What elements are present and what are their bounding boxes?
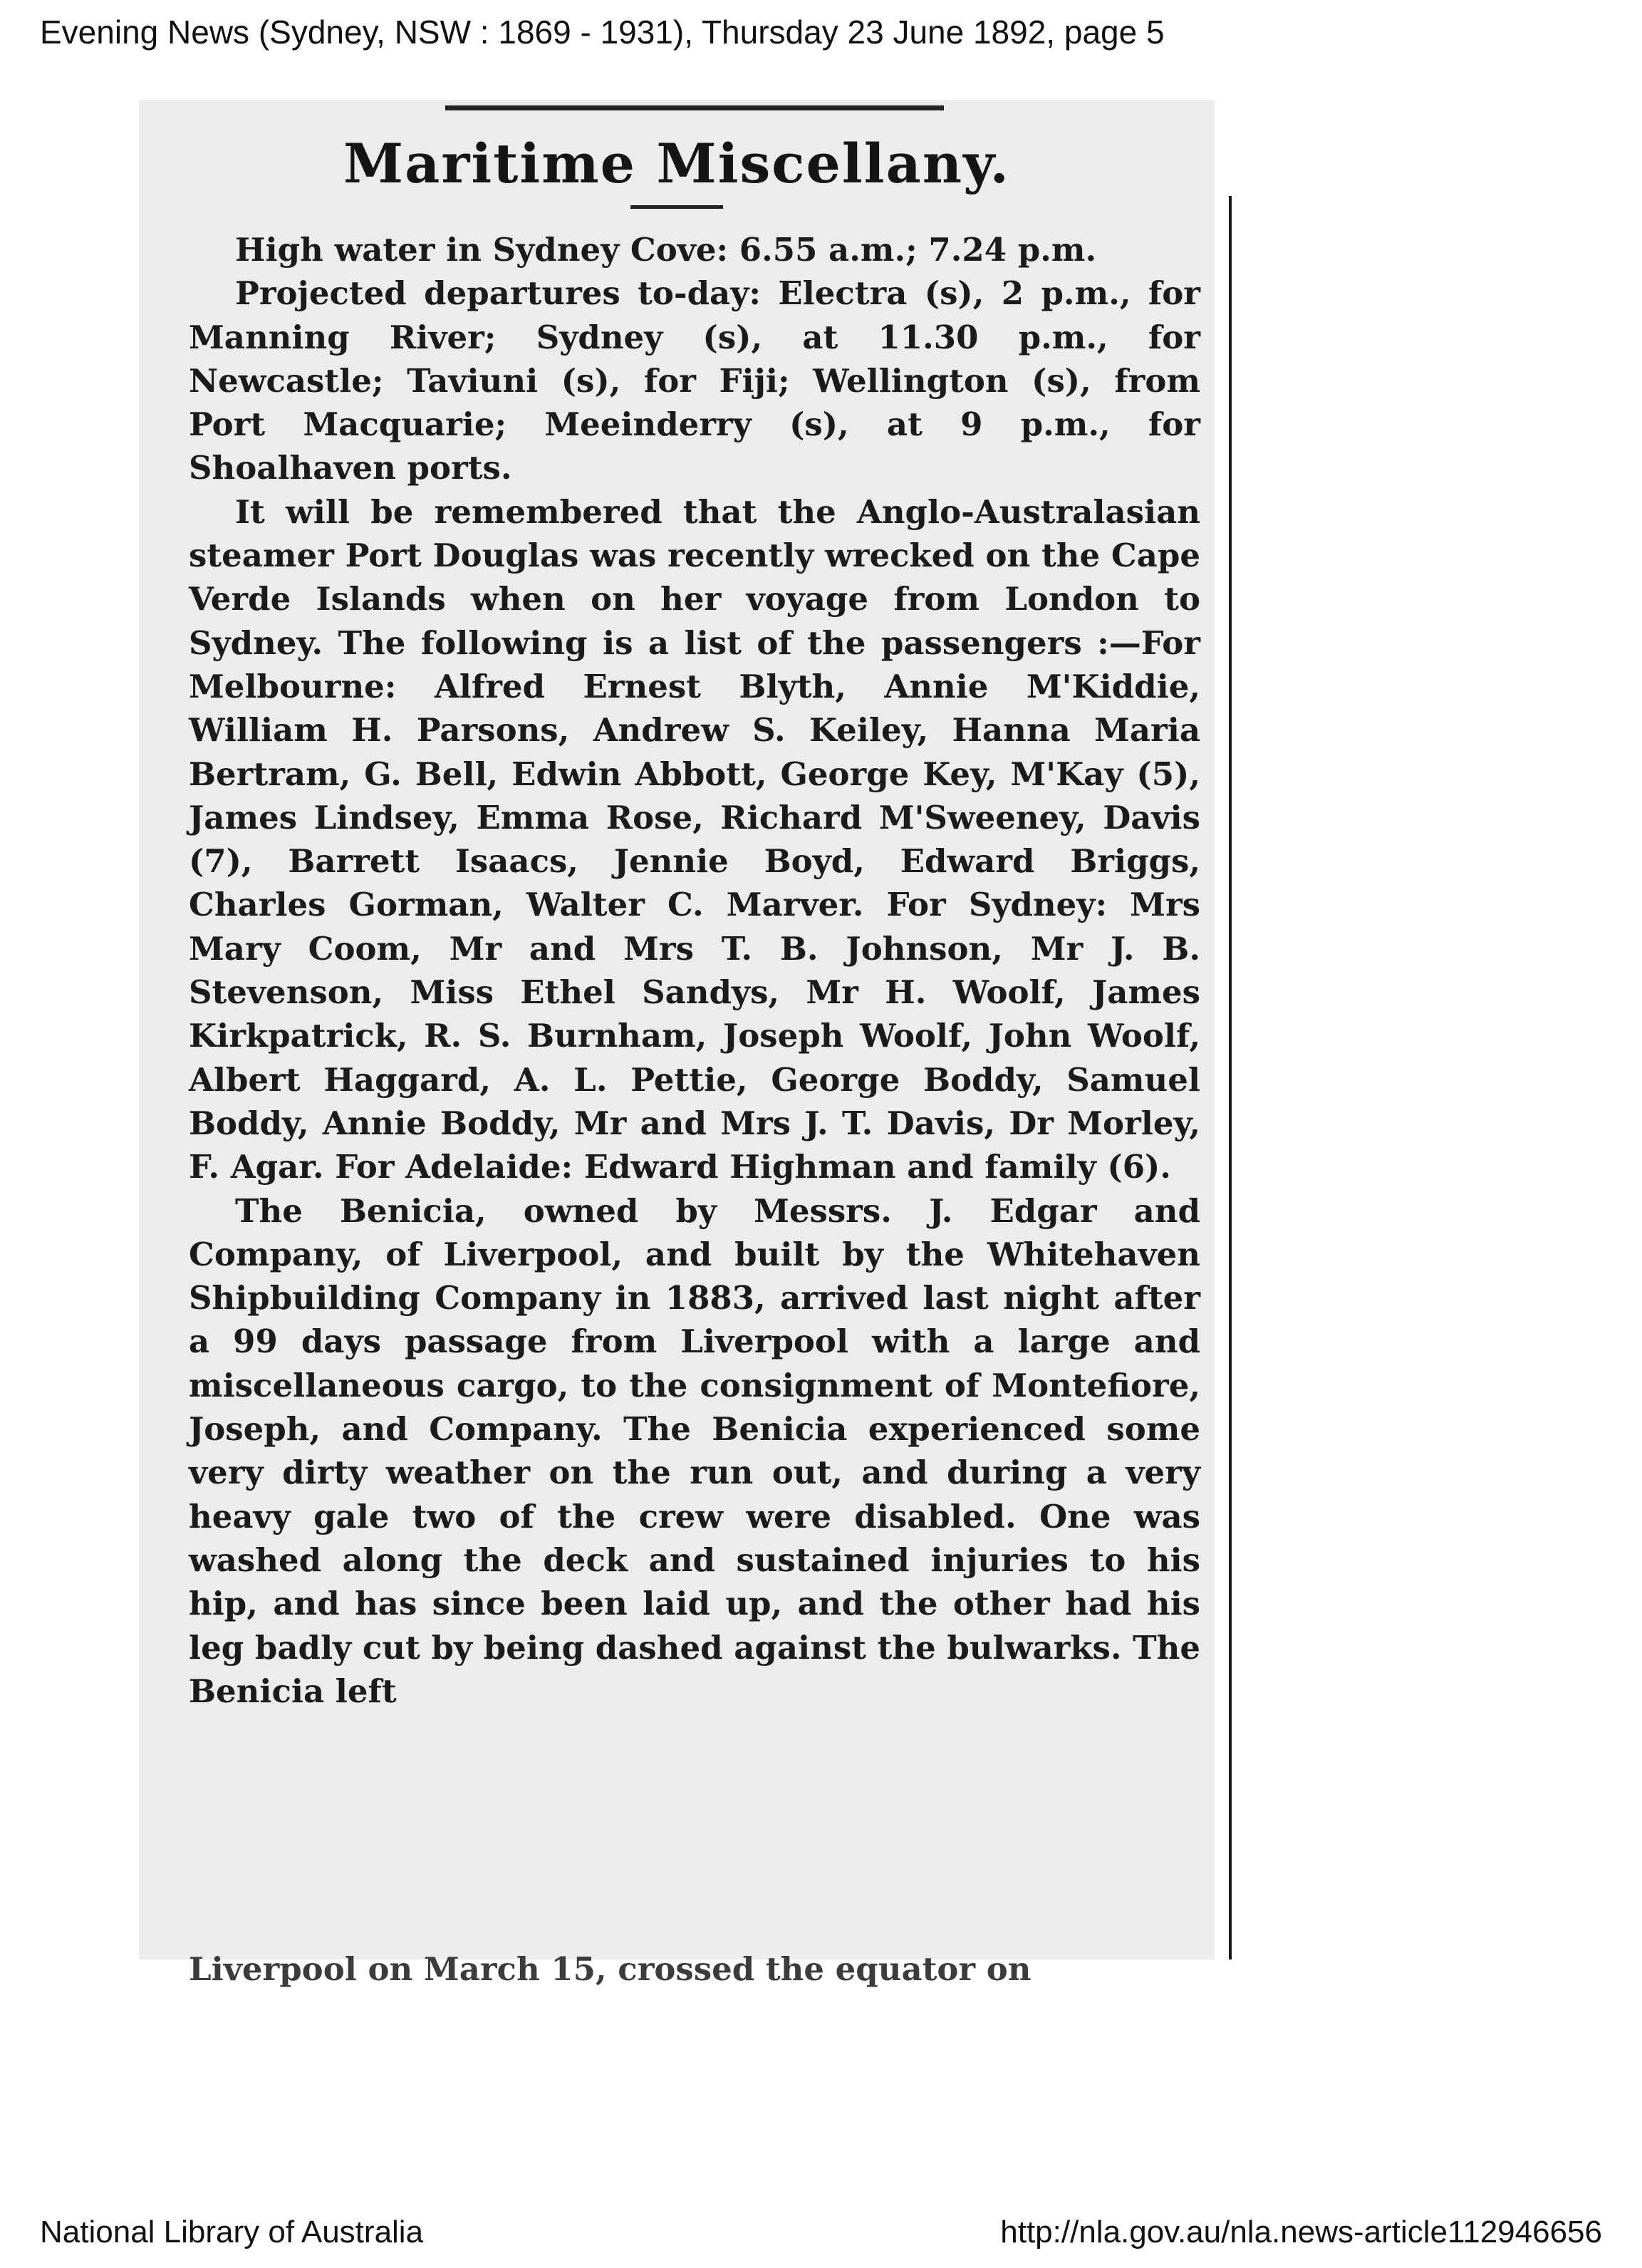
article-paragraph-port-douglas: It will be remembered that the Anglo-Australasian steamer Port Douglas was recently wrecked on the Cape Verde Islands when on her voyage from London to Sydney. The following is a list of the passengers :—For Melbourne: Alfred Ernest Blyth, Annie M'Kiddie, William H. Parsons, Andrew S. Keiley, Hanna Maria Bertram, G. Bell, Edwin Abbott, George Key, M'Kay (5), James Lindsey, Emma Rose, Richard M'Sweeney, Davis (7), Barrett Isaacs, Jennie Boyd, Edward Briggs, Charles Gorman, Walter C. Marver. For Sydney: Mrs Mary Coom, Mr and Mrs T. B. Johnson, Mr J. B. Stevenson, Miss Ethel Sandys, Mr H. Woolf, James Kirkpatrick, R. S. Burnham, Joseph Woolf, John Woolf, Albert Haggard, A. L. Pettie, George Boddy, Samuel Boddy, Annie Boddy, Mr and Mrs J. T. Davis, Dr Morley, F. Agar. For Adelaide: Edward Highman and family (6).	[189, 492, 1200, 1186]
article-body	[189, 228, 1200, 1713]
cut-off-text: Liverpool on March 15, crossed the equator on	[189, 1950, 1032, 1988]
column-rule	[1229, 196, 1232, 1959]
footer-source: National Library of Australia	[40, 2215, 424, 2249]
article-title: Maritime Miscellany.	[343, 132, 1011, 195]
article-paragraph-departures: Projected departures to-day: Electra (s), 2 p.m., for Manning River; Sydney (s), at 11.30 p.m., for Newcastle; Taviuni (s), for Fiji; Wellington (s), from Port Macquarie; Meeinderry (s), at 9 p.m., for Shoalhaven ports.	[189, 274, 1200, 487]
citation-header: Evening News (Sydney, NSW : 1869 - 1931), Thursday 23 June 1892, page 5	[40, 14, 1165, 51]
title-rule-top	[445, 105, 944, 110]
newspaper-clipping	[139, 100, 1215, 1988]
cut-off-text-line	[189, 1942, 1200, 1988]
title-rule-bottom	[630, 205, 723, 209]
footer-url[interactable]: http://nla.gov.au/nla.news-article112946656	[1000, 2215, 1602, 2249]
article-paragraph-high-water: High water in Sydney Cove: 6.55 a.m.; 7.24 p.m.	[235, 231, 1097, 269]
article-paragraph-benicia: The Benicia, owned by Messrs. J. Edgar and Company, of Liverpool, and built by the Whitehaven Shipbuilding Company in 1883, arrived last night after a 99 days passage from Liverpool with a large and miscellaneous cargo, to the consignment of Montefiore, Joseph, and Company. The Benicia experienced some very dirty weather on the run out, and during a very heavy gale two of the crew were disabled. One was washed along the deck and sustained injuries to his hip, and has since been laid up, and the other had his leg badly cut by being dashed against the bulwarks. The Benicia left	[189, 1191, 1200, 1710]
